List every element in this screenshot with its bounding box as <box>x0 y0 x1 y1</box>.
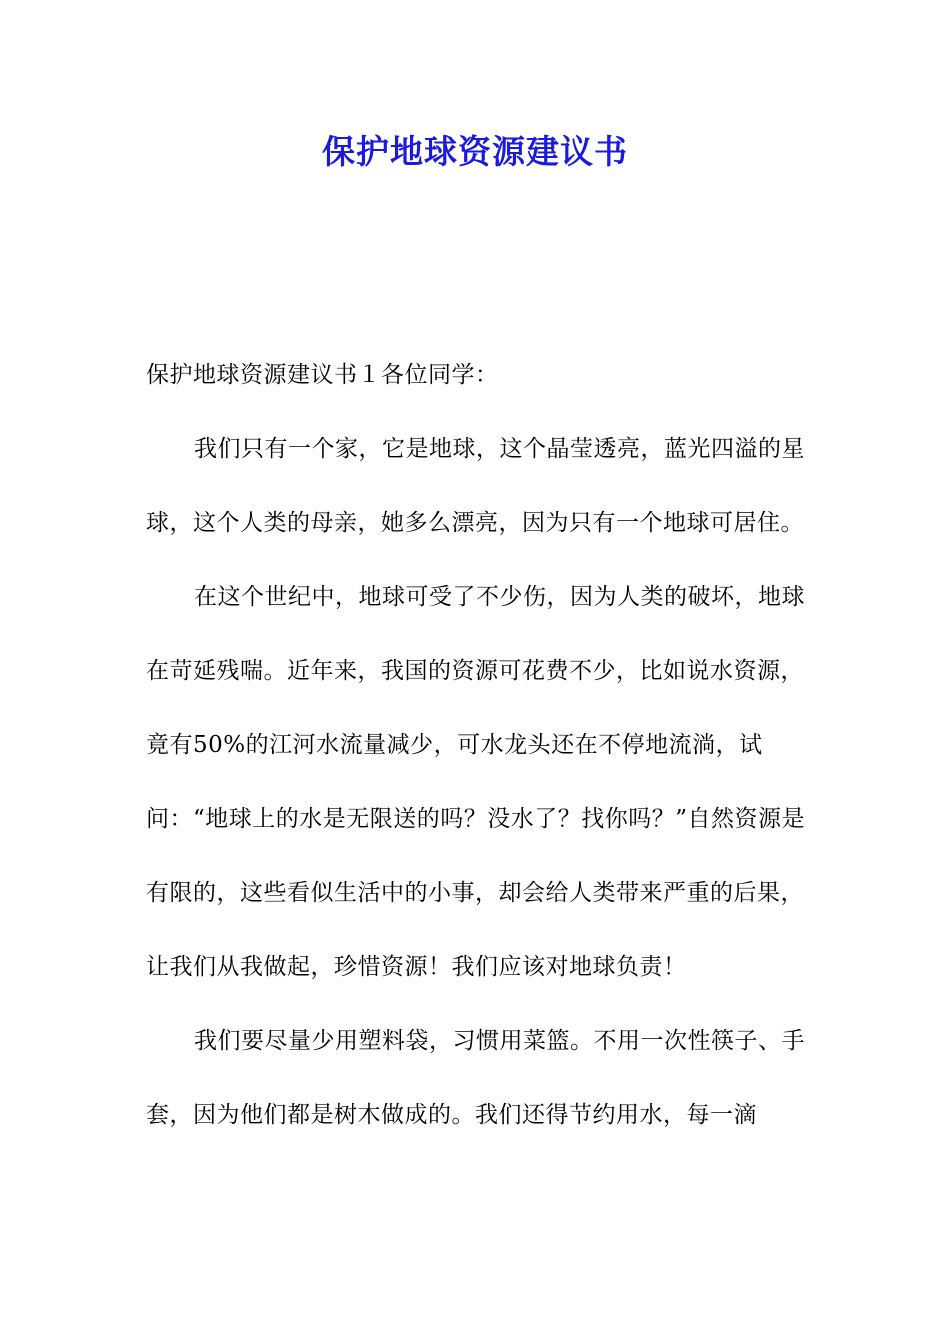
paragraph-suggestions: 我们要尽量少用塑料袋，习惯用菜篮。不用一次性筷子、手套，因为他们都是树木做成的。我们还得节约用水，每一滴 <box>146 1028 805 1128</box>
paragraph-greeting: 保护地球资源建议书１各位同学： <box>146 362 499 388</box>
document-title: 保护地球资源建议书 <box>322 132 628 171</box>
paragraph-earth-damage: 在这个世纪中，地球可受了不少伤，因为人类的破坏，地球在苛延残喘。近年来，我国的资源可花费不少，比如说水资源，竟有50%的江河水流量减少，可水龙头还在不停地流淌，试问：“地球上的水是无限送的吗？没水了？找你吗？”自然资源是有限的，这些看似生活中的小事，却会给人类带来严重的后果，让我们从我做起，珍惜资源！我们应该对地球负责！ <box>146 584 806 980</box>
document-body <box>146 338 812 1152</box>
paragraph-one-home: 我们只有一个家，它是地球，这个晶莹透亮，蓝光四溢的星球，这个人类的母亲，她多么漂亮，因为只有一个地球可居住。 <box>146 436 805 536</box>
